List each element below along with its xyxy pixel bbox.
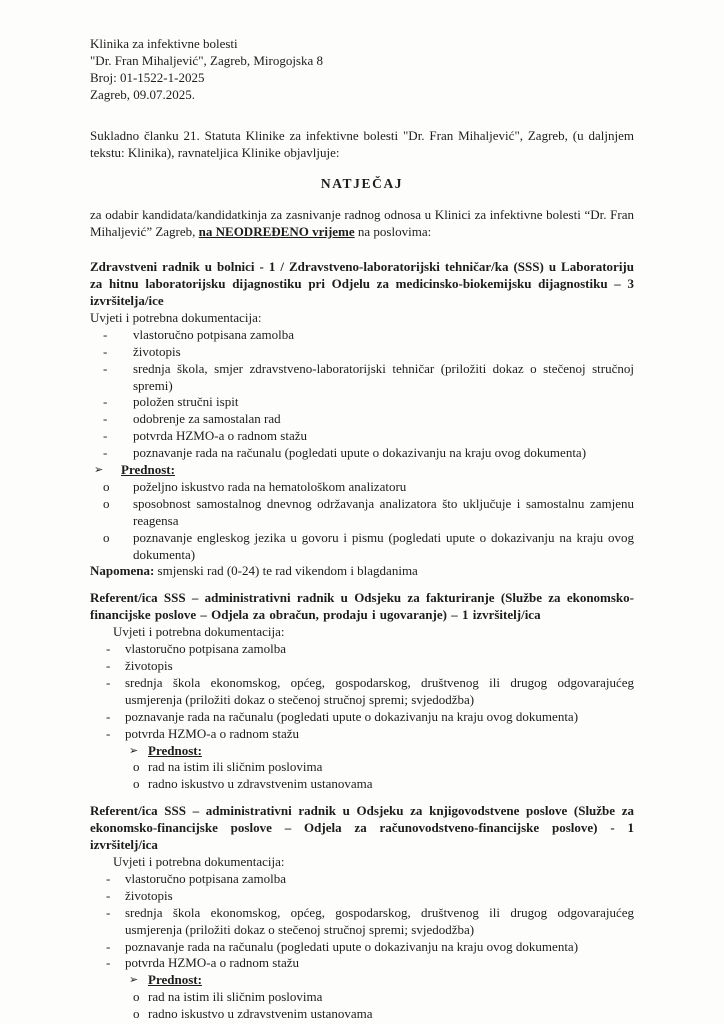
advantage-item: o radno iskustvo u zdravstvenim ustanovama [133,1006,373,1022]
requirement-item: - poznavanje rada na računalu (pogledati upute o dokazivanju na kraju ovog dokumenta) [106,708,579,724]
dash-bullet: - [106,725,111,741]
note-label: Napomena: [90,563,155,579]
dash-bullet: - [103,343,108,359]
subtitle-post: na poslovima: [354,224,432,240]
note [90,563,634,580]
requirement-item: - životopis [103,343,181,359]
subtitle-emphasis: na NEODREĐENO vrijeme [198,224,355,240]
dash-bullet: - [106,904,111,920]
dash-bullet: - [106,658,111,673]
requirement-item: - vlastoručno potpisana zamolba [103,326,295,342]
advantage-item: o rad na istim ili sličnim poslovima [133,989,323,1005]
arrowhead-bullet-icon: ➢ [94,463,104,477]
requirement-item: - srednja škola ekonomskog, općeg, gospodarskog, društvenog ili drugog odgovarajućeg usmjerenja (priložiti dokaz o stečenoj stručnoj spremi; svjedodžba) [106,904,634,937]
dash-bullet: - [103,394,108,410]
dash-bullet: - [103,411,108,427]
dash-bullet: - [106,955,111,971]
job-title: Zdravstveni radnik u bolnici - 1 / Zdravstveno-laboratorijski tehničar/ka (SSS) u Laboratoriju za hitnu laboratorijsku dijagnostiku pri Odjelu za medicinsko-biokemijsku dijagnostiku – 3 izvršitelja/ice [90,259,634,308]
prednost-row [129,743,634,760]
advantage-item: o rad na istim ili sličnim poslovima [133,759,323,775]
subtitle-paragraph [90,207,634,241]
circle-bullet: o [133,776,140,792]
requirement-item: - odobrenje za samostalan rad [103,411,281,427]
letterhead-line: "Dr. Fran Mihaljević", Zagreb, Mirogojska 8 [90,52,324,68]
job-title: Referent/ica SSS – administrativni radnik u Odsjeku za knjigovodstvene poslove (Službe za ekonomsko-financijske poslove – Odjela za računovodstveno-financijske poslove) - 1 izvršitelj/ica [90,803,634,853]
requirement-item: - poznavanje rada na računalu (pogledati upute o dokazivanju na kraju ovog dokumenta) [103,445,587,461]
arrowhead-bullet-icon: ➢ [129,743,139,757]
prednost-row [93,462,634,479]
dash-bullet: - [103,428,108,444]
requirement-item: - životopis [106,887,173,903]
prednost-row [129,972,634,989]
requirement-item: - vlastoručno potpisana zamolba [106,641,287,657]
dash-bullet: - [106,641,111,657]
advantage-item: o radno iskustvo u zdravstvenim ustanovama [133,776,373,792]
circle-bullet: o [103,478,110,494]
requirement-item: - potvrda HZMO-a o radnom stažu [103,428,308,444]
requirement-item: - srednja škola ekonomskog, općeg, gospodarskog, društvenog ili drugog odgovarajućeg usmjerenja (priložiti dokaz o stečenoj stručnoj spremi; svjedodžba) [106,674,634,707]
dash-bullet: - [106,938,111,954]
circle-bullet: o [133,759,140,775]
arrowhead-bullet-icon: ➢ [129,973,139,987]
dash-bullet: - [106,887,111,903]
job-section-knjigovodstvo [90,803,634,1023]
advantage-item: o poželjno iskustvo rada na hematološkom analizatoru [103,478,407,494]
dash-bullet: - [103,360,108,376]
requirement-item: - položen stručni ispit [103,394,239,410]
requirement-item: - životopis [106,658,173,673]
requirements-heading: Uvjeti i potrebna dokumentacija: [113,624,285,640]
requirement-item: - potvrda HZMO-a o radnom stažu [106,725,300,741]
job-title: Referent/ica SSS – administrativni radnik u Odsjeku za fakturiranje (Službe za ekonomsko-financijske poslove – Odjela za obračun, prodaju i ugovaranje) – 1 izvršitelj/ica [90,590,634,623]
dash-bullet: - [106,870,111,886]
prednost-label: Prednost: [121,462,175,478]
requirement-item: - vlastoručno potpisana zamolba [106,870,287,886]
dash-bullet: - [103,326,108,342]
circle-bullet: o [103,529,110,545]
advantage-item: o poznavanje engleskog jezika u govoru i pismu (pogledati upute o dokazivanju na kraju ovog dokumenta) [103,529,634,562]
prednost-label: Prednost: [148,742,202,758]
requirements-heading: Uvjeti i potrebna dokumentacija: [90,309,262,325]
advantage-item: o sposobnost samostalnog dnevnog održavanja analizatora što uključuje i samostalnu zamjenu reagensa [103,495,634,528]
requirement-item: - poznavanje rada na računalu (pogledati upute o dokazivanju na kraju ovog dokumenta) [106,938,579,954]
job-section-lab-tehnicar [90,259,634,580]
document-title: NATJEČAJ [320,176,404,192]
letterhead-line: Zagreb, 09.07.2025. [90,86,196,102]
letterhead-line: Broj: 01-1522-1-2025 [90,69,205,85]
circle-bullet: o [133,1006,140,1022]
dash-bullet: - [106,708,111,724]
prednost-label: Prednost: [148,972,202,988]
requirement-item: - potvrda HZMO-a o radnom stažu [106,955,300,971]
intro-paragraph: Sukladno članku 21. Statuta Klinike za infektivne bolesti "Dr. Fran Mihaljević", Zagreb, (u daljnjem tekstu: Klinika), ravnateljica Klinike objavljuje: [90,127,634,160]
circle-bullet: o [103,495,110,511]
subtitle-pre: za odabir kandidata/kandidatkinja za zasnivanje radnog odnosa u Klinici za infektivne bolesti “Dr. Fran Mihaljević” Zagreb, [90,207,634,240]
requirement-item: - srednja škola, smjer zdravstveno-laboratorijski tehničar (priložiti dokaz o stečenoj stručnoj spremi) [103,360,634,393]
note-text: smjenski rad (0-24) te rad vikendom i blagdanima [154,563,418,579]
dash-bullet: - [103,445,108,461]
letterhead-line: Klinika za infektivne bolesti [90,36,238,51]
requirements-heading: Uvjeti i potrebna dokumentacija: [113,853,285,869]
dash-bullet: - [106,674,111,690]
job-section-fakturiranje [90,590,634,793]
circle-bullet: o [133,989,140,1005]
letterhead [90,36,634,104]
